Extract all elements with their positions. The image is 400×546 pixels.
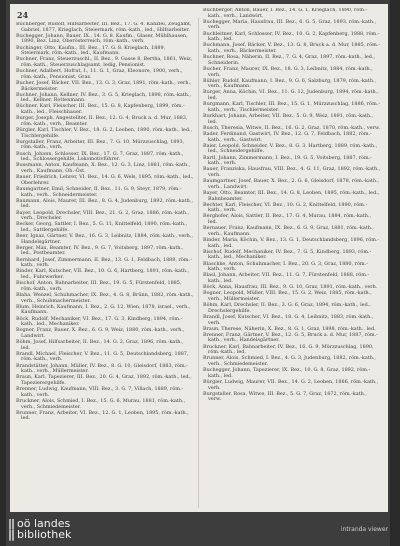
register-entry: Buchner, Johann, Kellner, IV. Bez., 3. G. 5, Krieglach, 1898, röm.-kath., led., Kellner, Rottenmann. (16, 91, 192, 104)
register-entry: Blum, Heinrich, Kaufmann, I. Bez., 2. G. 12, Wien, 1878, israel., verh., Kaufmann. (16, 303, 191, 316)
register-entry: Beer, Ignaz, Gärtner, V. Bez., 16. G. 3, Leibnitz, 1884, röm.-kath., verh., Handelsgärtner. (16, 233, 193, 245)
register-entry: Brandl, Josef, Kutscher, VI. Bez., 18. G. 4, Leibnitz, 1883, röm.-kath., verh. (203, 313, 374, 326)
register-entry: Brunner, Alois, Schmied, I. Bez., 4. G. 3, Judenburg, 1882, röm.-kath., verh., Schmiedemeister. (203, 355, 376, 368)
register-entry: Blasl, Johann, Arbeiter, VII. Bez., 11. G. 7, Fürstenfeld, 1888, röm.-kath., led. (203, 272, 370, 284)
register-entry: Bucher, Franz, Maurer, IX. Bez., 18. G. 3, Leibnitz, 1884, röm.-kath., verh. (203, 65, 373, 78)
register-entry: Böhm, Josef, Hilfsarbeiter, II. Bez., 14. G. 2, Graz, 1896, röm.-kath., led. (16, 339, 184, 351)
register-entry: Bucher, Josef, Bäcker, VII. Bez., 13. G. 3, Graz, 1891, röm.-kath., verh., Bäckermeister. (16, 79, 192, 92)
register-entry: Bussmann, Anton, Kaufmann, X. Bez., 12. G. 3, Linz, 1881, röm.-kath., verh., Kaufmann, Ob.-Öst. (16, 162, 191, 174)
register-entry: Bernhard, Josef, Zimmermann, II. Bez., 13. G. 1, Feldbach, 1888, röm.-kath., verh. (16, 256, 192, 269)
register-entry: Busch, Johann, Schlosser, IX. Bez., 17. G. 7, Graz, 1887, röm.-kath., led., Schlossergehilfe, Lokomotivführer. (16, 150, 184, 163)
logo-mark-icon: || (8, 517, 15, 530)
register-entry: Buchegger, Maria, Hausfrau, III. Bez., 6. G. 5, Graz, 1893, röm.-kath., verh. (203, 18, 377, 31)
right-text-column (203, 8, 381, 508)
register-entry: Burkhart, Johann, Arbeiter, VII. Bez., 5. G. 9, Weiz, 1891, röm.-kath., led. (203, 113, 374, 125)
register-entry: Bauer, Friedrich, Lehrer, VI. Bez., 14. G. 6, Wels, 1895, röm.-kath., led., Oberlehrer. (16, 174, 194, 186)
register-entry: Berger, Max, Beamter, IV. Bez., 9. G. 7, Voitsberg, 1897, röm.-kath., led., Postbeamter. (16, 244, 184, 257)
register-entry: Burger, Joseph, Angestellter, II. Bez., 12. G. 4, Bruck a. d. Mur, 1883, röm.-kath., verh., Beamter. (16, 115, 188, 127)
register-entry: Bühler, Rudolf, Kaufmann, I. Bez., 9. G. 6, Salzburg, 1879, röm.-kath., verh., Kaufmann. (203, 77, 377, 90)
register-entry: Blaschke, Anton, Schuhmacher, I. Bez., 20. G. 3, Graz, 1880, röm.-kath., verh. (203, 260, 368, 273)
register-entry: Becker, Georg, Sattler, I. Bez., 5. G. 11, Knittelfeld, 1890, röm.-kath., led., Sattlergehilfe. (16, 221, 188, 233)
register-entry: Bischof, Anton, Bahnarbeiter, III. Bez., 19. G. 5, Fürstenfeld, 1885, röm.-kath., verh. (16, 280, 182, 292)
register-entry: Bogner, Leopold, Müller, VIII. Bez., 15. G. 2, Weiz, 1885, röm.-kath., verh., Müllermeister. (203, 290, 372, 302)
logo-line-1: oö landes (17, 517, 71, 530)
register-entry: Bürgler, Karl, Tischler, V. Bez., 18. G. 2, Leoben, 1890, röm.-kath., led., Tischlergehilfe. (16, 127, 193, 139)
logo-line-2: bibliothek (17, 528, 72, 541)
register-entry: Bruckner, Alois, Schmied, I. Bez., 15. G. 6, Murau, 1881, röm.-kath., verh., Schmiedemeister. (16, 398, 186, 410)
register-entry: Buchner, Adalbert, Hofrat, I., 11. G. 1, Graz, Eleonore, 1900, verh., röm.-kath., Pensionist, Graz. (16, 68, 183, 80)
left-text-column (16, 22, 194, 508)
register-entry: Bürgler, Ludwig, Maurer, VII. Bez., 14. G. 2, Leoben, 1886, röm.-kath., verh. (203, 379, 379, 391)
document-page (10, 4, 388, 512)
register-entry: Baumann, Alois, Maurer, III. Bez., 8. G. 4, Judenburg, 1892, röm.-kath., led. (16, 197, 193, 210)
register-entry: Braun, Therese, Näherin, X. Bez., 8. G. 1, Graz, 1898, röm.-kath., led. (203, 325, 376, 332)
register-entry: Buchinger, Otto, Kaufm., III. Bez., 17. G. 8. Krieglach, 1889, Steiermark, röm.-kath., led., Kaufmann. (16, 44, 166, 57)
register-entry: Böhm, Karl, Drechsler, II. Bez., 3. G. 6, Graz, 1894, röm.-kath., led., Drechslergehilfe. (203, 302, 371, 314)
register-entry: Burgstaller, Franz, Arbeiter, III. Bez., 7. G. 10, Mürzzuschlag, 1893, röm.-kath., verh. (16, 138, 185, 151)
scanned-page-frame (6, 0, 390, 546)
register-entry: Büchner, Karl, Fleischer, III. Bez., 15. G. 8, Kapfenberg, 1899, röm.-kath., led., Fleischhauer. (16, 103, 185, 116)
register-entry: Bader, Ferdinand, Gastwirt, IV. Bez., 12. G. 7, Feldbach, 1882, röm.-kath., verh., Gastwirt. (203, 131, 372, 143)
register-entry: Buchegger, Johann, Bauer, IX., 14. G. 8. Kaufm., Glaser, Mühlhausen, 1890, Bez. Linz, Oberösterreich, röm.-kath., verh. (16, 32, 188, 45)
register-entry: Böck, Rudolf, Mechaniker, VI. Bez., 17. G. 3, Kindberg, 1894, röm.-kath., led., Mechaniker. (16, 315, 183, 328)
register-entry: Buchner, Rosa, Näherin, II. Bez., 7. G. 4, Graz, 1897, röm.-kath., led., Schneiderin. (203, 54, 376, 66)
register-entry: Brenner, Franz, Gärtner, V. Bez., 12. G. 5, Bruck a. d. Mur, 1887, röm.-kath., verh., Handelsgärtner. (203, 331, 378, 344)
register-entry: Böck, Anna, Hausfrau, III. Bez., 9. G. 10, Graz, 1891, röm.-kath., verh. (203, 284, 378, 291)
register-entry: Burgmann, Karl, Tischler, III. Bez., 15. G. 1, Mürzzuschlag, 1886, röm.-kath., verh., Tischlermeister. (203, 101, 380, 113)
register-entry: Bischof, Rudolf, Mechaniker, IV. Bez., 7. G. 5, Kindberg, 1893, röm.-kath., led., Mechaniker. (203, 248, 372, 261)
logo-mark-icon: || (8, 528, 15, 541)
register-entry: Bechter, Karl, Fleischer, VI. Bez., 10. G. 2, Knittelfeld, 1890, röm.-kath., verh. (203, 201, 367, 214)
library-logo[interactable] (8, 518, 71, 540)
register-entry: Binder, Karl, Kutscher, VII. Bez., 10. G. 6, Hartberg, 1891, röm.-kath., led., Fuhrwerker. (16, 268, 190, 280)
register-entry: Brenner, Ludwig, Kaufmann, VIII. Bez., 3. G. 7, Villach, 1889, röm.-kath., verh. (16, 386, 184, 398)
register-entry: Burger, Anna, Köchin, VI. Bez., 11. G. 12, Judenburg, 1894, röm.-kath., led. (203, 89, 379, 102)
register-entry: Bartl, Johann, Zimmermann, I. Bez., 19. G. 5, Voitsberg, 1887, röm.-kath., verh. (203, 154, 372, 167)
register-entry: Baumgartner, Josef, Bauer, X. Bez., 2. G. 6, Gleisdorf, 1878, röm.-kath., verh., Landwirt. (203, 178, 380, 190)
register-entry: Burgstaller, Rosa, Witwe, III. Bez., 5. G. 7, Graz, 1872, röm.-kath., verw. (203, 390, 367, 403)
register-entry: Baier, Leopold, Schneider, V. Bez., 8. G. 3, Hartberg, 1889, röm.-kath., led., Schneidergehilfe. (203, 142, 378, 155)
viewer-footer (0, 512, 400, 546)
register-entry: Buchberger, Anton, Bauer, I. Bez., 14. G. 1, Krieglach, 1890, röm.-kath., verh., Landwirt. (203, 8, 368, 19)
register-entry: Busch, Theresia, Witwe, II. Bez., 16. G. 2, Graz, 1870, röm.-kath., verw. (203, 124, 380, 131)
column-divider (198, 18, 199, 508)
register-entry: Brunner, Franz, Arbeiter, VI. Bez., 12. G. 1, Leoben, 1895, röm.-kath., led. (16, 409, 189, 422)
register-entry: Bogner, Franz, Bauer, X. Bez., 6. G. 9, Weiz, 1880, röm.-kath., verh., Landwirt. (16, 327, 185, 339)
register-entry: Brandl, Michael, Fleischer, V. Bez., 11. G. 5, Deutschlandsberg, 1887, röm.-kath., verh. (16, 350, 189, 363)
register-entry: Buchner, Franz, Steuerzuschl., II. Bez., 9. Gasse 8, Bertha, 1861, Weiz, röm.-kath., Steuerzuschlagsamt, ledig, Pensionist. (16, 56, 193, 68)
register-entry: Bernauer, Franz, Kaufmann, IX. Bez., 6. G. 9, Graz, 1881, röm.-kath., verh., Kaufmann. (203, 225, 374, 237)
register-entry: Braun, Karl, Tapezierer, III. Bez., 20. G. 4, Graz, 1892, röm.-kath., led., Tapezierergehilfe. (16, 374, 192, 387)
register-entry: Bruckner, Karl, Bahnarbeiter, IV. Bez., 16. G. 9, Mürzzuschlag, 1890, röm.-kath., led. (203, 343, 374, 356)
register-entry: Buchleitner, Karl, Schlosser, IV. Bez., 10. G. 2, Kapfenberg, 1888, röm.-kath., led. (203, 30, 380, 43)
register-entry: Blaha, Wenzel, Schuhmacher, IX. Bez., 4. G. 8, Brünn, 1882, röm.-kath., verh., Schuhmachermeister. (16, 291, 194, 304)
register-entry: Bayer, Leopold, Drechsler, VIII. Bez., 21. G. 2, Graz, 1886, röm.-kath., verh., Drechsler. (16, 209, 190, 222)
register-entry: Brandstätter, Johann, Müller, IV. Bez., 8. G. 10, Gleisdorf, 1883, röm.-kath., verh., Müllermeister. (16, 362, 188, 375)
register-entry: Buchegger, Johann, Tapezierer, IX. Bez., 10. G. 8, Graz, 1892, röm.-kath., led. (203, 367, 371, 379)
register-entry: Baumgartner, Emil, Schneider, II. Bez., 11. G. 9, Steyr, 1879, röm.-kath., verh., Schneidermeister. (16, 185, 182, 198)
register-entry: Berghofer, Alois, Sattler, II. Bez., 17. G. 4, Murau, 1884, röm.-kath., led. (203, 213, 372, 226)
register-entry: Buchmann, Josef, Bäcker, V. Bez., 13. G. 8, Bruck a. d. Mur, 1885, röm.-kath., verh., Bäckermeister. (203, 42, 380, 54)
register-entry: Bayer, Otto, Beamter, III. Bez., 14. G. 8, Leoben, 1895, röm.-kath., led., Bahnbeamter. (203, 189, 380, 202)
register-entry: Buchberger, Rudolf, Hilfsarbeiter, III. Bez., 17. G. 4. Kanzlei, Zeugamt, Gabriel, 1877, Krieglach, Steiermark, röm.-kath., led., Hilfsarbeiter. (16, 22, 192, 33)
viewer-label[interactable]: intranda viewer (340, 526, 388, 533)
register-entry: Bauer, Franziska, Hausfrau, VIII. Bez., 4. G. 11, Graz, 1892, röm.-kath., verh. (203, 166, 381, 178)
page-number: 24 (17, 10, 29, 20)
register-entry: Binder, Maria, Köchin, V. Bez., 13. G. 1, Deutschlandsberg, 1896, röm.-kath., led. (203, 237, 380, 249)
